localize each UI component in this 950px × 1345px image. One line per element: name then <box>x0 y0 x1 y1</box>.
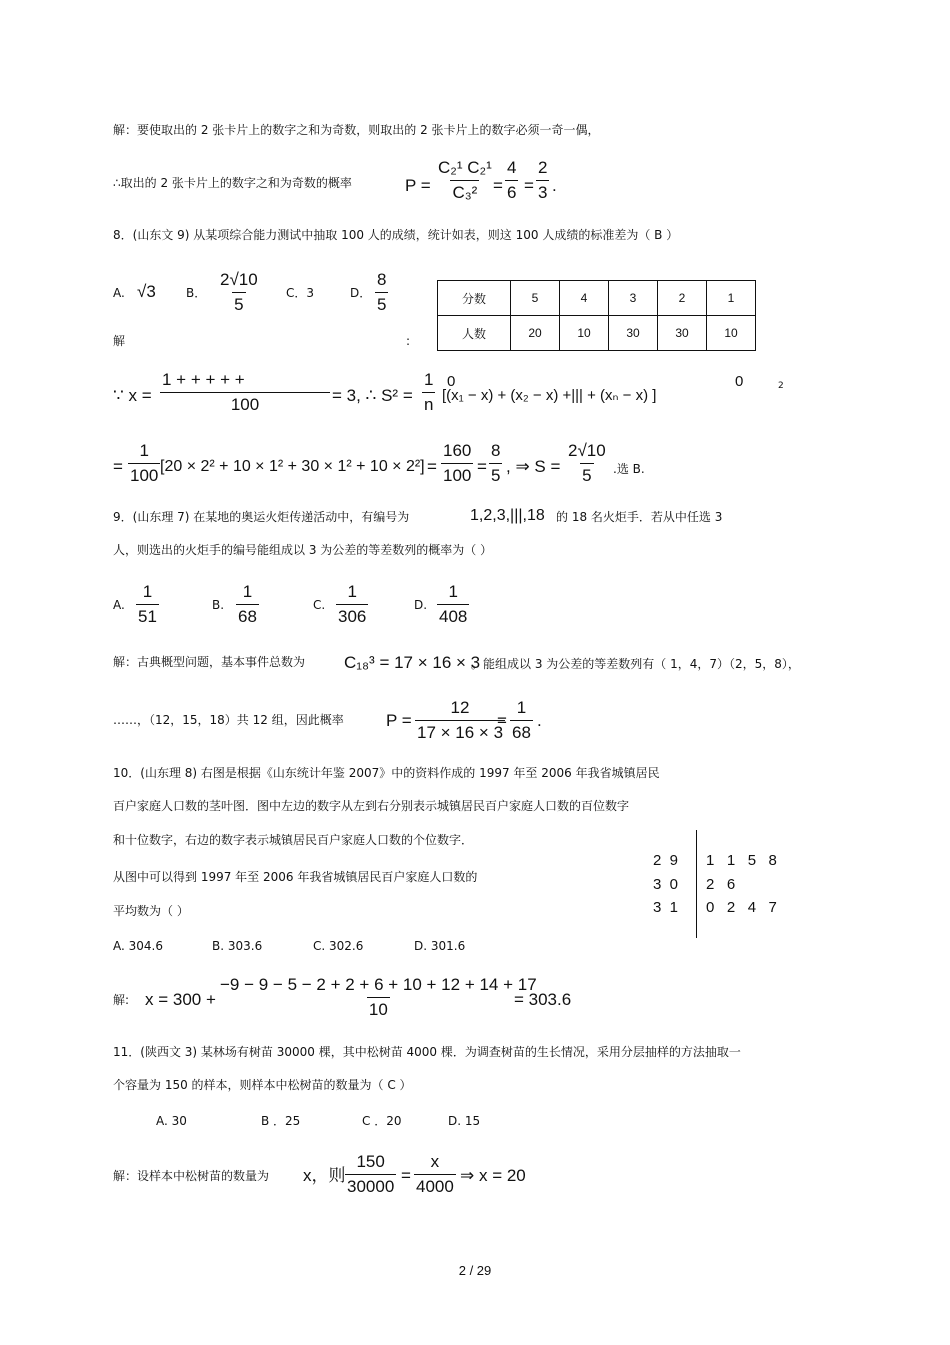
q11-solution-res: ⇒ x = 20 <box>460 1166 526 1185</box>
q10-line3: 和十位数字，右边的数字表示城镇居民百户家庭人口数的个位数字． <box>113 833 474 847</box>
stem-leaf-leaves: 1 1 5 8 <box>706 852 777 869</box>
q8-solution-label: 解 <box>113 334 126 348</box>
q9-solution-res <box>510 698 533 743</box>
q9-period: . <box>537 711 542 730</box>
q8-eq1-coef-den: n <box>422 392 435 415</box>
q11-line2: 个容量为 150 的样本，则样本中松树苗的数量为（ C ） <box>113 1078 412 1092</box>
q9-option-d-frac <box>437 582 469 627</box>
q9-d-den: 408 <box>437 604 469 627</box>
q8-eq2-coef-den: 100 <box>128 463 160 486</box>
q9-option-b-label: B. <box>212 598 225 612</box>
q7-mid-num: 4 <box>507 158 517 177</box>
table-row <box>438 281 756 316</box>
table-cell: 4 <box>560 281 609 316</box>
q10-option-b: B. 303.6 <box>212 939 263 953</box>
table-cell: 1 <box>707 281 756 316</box>
q9-option-c-frac <box>336 582 368 627</box>
table-cell: 10 <box>560 316 609 351</box>
q8-optb-num: 2√10 <box>220 270 258 289</box>
q7-eq-sign: = <box>493 176 503 195</box>
score-table <box>437 280 756 351</box>
q7-res-num: 2 <box>538 158 548 177</box>
q9-sol-num: 12 <box>450 698 470 717</box>
q8-eq2-coef-num: 1 <box>139 441 149 460</box>
q10-solution-label: 解: <box>113 993 130 1007</box>
q8-eq2-body: [20 × 2² + 10 × 1² + 30 × 1² + 10 × 2²] <box>160 458 425 475</box>
q10-line4: 从图中可以得到 1997 年至 2006 年我省城镇居民百户家庭人口数的 <box>113 870 478 884</box>
q8-option-c: C．3 <box>286 286 315 300</box>
table-row <box>438 316 756 351</box>
q9-b-den: 68 <box>236 604 259 627</box>
q8-eq1-den: 100 <box>160 392 330 415</box>
table-cell: 5 <box>511 281 560 316</box>
q10-solution-frac <box>218 975 539 1020</box>
q8-eq1-coef-num: 1 <box>424 370 434 389</box>
q10-option-c: C. 302.6 <box>313 939 364 953</box>
q8-eq1-mid: = 3, ∴ S² = <box>332 386 413 405</box>
q9-option-c-label: C. <box>313 598 326 612</box>
q9-solution-formula: C₁₈³ = 17 × 16 × 3 <box>344 653 481 672</box>
q9-solution-c: ……，（12，15，18）共 12 组，因此概率 <box>113 713 344 727</box>
q9-stem-a: 9．(山东理 7) 在某地的奥运火炬传递活动中，有编号为 <box>113 510 410 524</box>
q7-formula-lhs: P = <box>405 176 431 195</box>
q8-eq1-zero1: 0 <box>447 373 456 390</box>
q8-eq1-frac <box>160 370 330 415</box>
q7-frac-den: C₃² <box>450 180 479 203</box>
q8-option-b-frac <box>218 270 260 315</box>
q9-solution-a: 解：古典概型问题，基本事件总数为 <box>113 655 306 669</box>
q8-stem: 8．(山东文 9) 从某项综合能力测试中抽取 100 人的成绩，统计如表，则这 100 人成绩的标准差为（ B ） <box>113 228 679 242</box>
q9-res-den: 68 <box>510 720 533 743</box>
q7-eq-sign2: = <box>524 176 534 195</box>
q9-solution-eq: = <box>497 711 507 730</box>
q9-option-a-frac <box>136 582 159 627</box>
q8-option-a-value: √3 <box>137 282 156 301</box>
q9-stem-b: 的 18 名火炬手．若从中任选 3 <box>556 510 723 524</box>
q8-eq2-eq2: = <box>427 457 437 476</box>
q8-eq2-f2-den: 5 <box>489 463 502 486</box>
q8-eq2-eq3: = <box>477 457 487 476</box>
q9-d-num: 1 <box>448 582 458 601</box>
q8-eq1-coef <box>422 370 435 415</box>
q9-solution-p: P = <box>386 711 412 730</box>
q7-solution-line: 解：要使取出的 2 张卡片上的数字之和为奇数，则取出的 2 张卡片上的数字必须一奇一偶， <box>113 123 600 137</box>
q11-frac1-den: 30000 <box>345 1174 396 1197</box>
q10-sol-num: −9 − 9 − 5 − 2 + 2 + 6 + 10 + 12 + 14 + 17 <box>220 975 537 994</box>
q8-eq1-zero2: 0 <box>735 373 744 390</box>
q8-option-b-label: B． <box>186 286 207 300</box>
q8-eq2-coef <box>128 441 160 486</box>
q9-stem-seq: 1,2,3,|||,18 <box>470 507 545 524</box>
q11-solution-a: 解：设样本中松树苗的数量为 <box>113 1169 270 1183</box>
q8-eq2-f3-num: 2√10 <box>568 441 606 460</box>
q9-c-num: 1 <box>347 582 357 601</box>
q11-solution-x: x，则 <box>303 1166 346 1185</box>
q11-option-c: C ．20 <box>362 1114 402 1128</box>
table-cell: 人数 <box>438 316 511 351</box>
q11-line1: 11．(陕西文 3) 某林场有树苗 30000 棵，其中松树苗 4000 棵．为调查树苗的生长情况，采用分层抽样的方法抽取一 <box>113 1045 741 1059</box>
q8-eq1-exp: 2 <box>778 381 784 391</box>
q8-option-a-label: A. <box>113 286 125 300</box>
q11-option-d: D. 15 <box>448 1114 481 1128</box>
q10-option-a: A. 304.6 <box>113 939 163 953</box>
q9-res-num: 1 <box>516 698 527 717</box>
q8-eq1-rhs: [(x₁ − x) + (x₂ − x) +||| + (xₙ − x) ] <box>442 387 657 404</box>
q8-eq2-f3-den: 5 <box>580 463 593 486</box>
q7-res-den: 3 <box>536 180 549 203</box>
q8-eq2-f2-num: 8 <box>491 441 501 460</box>
q9-option-b-frac <box>236 582 259 627</box>
q11-option-a: A. 30 <box>156 1114 187 1128</box>
q9-solution-frac <box>415 698 505 743</box>
q7-formula-frac <box>436 158 494 203</box>
q8-eq2-tail: .选 B. <box>613 462 645 476</box>
table-cell: 10 <box>707 316 756 351</box>
q7-mid-den: 6 <box>505 180 518 203</box>
q8-optd-den: 5 <box>375 292 388 315</box>
q8-option-d-frac <box>375 270 388 315</box>
q8-eq2-f1 <box>441 441 473 486</box>
q9-a-den: 51 <box>136 604 159 627</box>
q8-eq2-eq: = <box>113 457 123 476</box>
q9-stem-c: 人，则选出的火炬手的编号能组成以 3 为公差的等差数列的概率为（ ） <box>113 543 493 557</box>
q7-frac-num: C₂¹ C₂¹ <box>438 158 492 177</box>
q9-sol-den: 17 × 16 × 3 <box>415 720 505 743</box>
q8-colon: : <box>406 334 411 348</box>
q8-eq2-f1-num: 160 <box>443 441 472 460</box>
stem-leaf-stem: 2 9 <box>653 852 679 869</box>
q9-solution-b: 。能组成以 3 为公差的等差数列有（ 1，4，7）（2，5，8）， <box>471 657 800 671</box>
q8-option-d-label: D． <box>350 286 372 300</box>
q8-eq2-arrow: , ⇒ S = <box>506 457 561 476</box>
q10-solution-lhs: x = 300 + <box>145 990 216 1009</box>
q11-option-b: B ．25 <box>261 1114 301 1128</box>
q11-solution-frac2 <box>414 1152 456 1197</box>
q11-solution-frac1 <box>345 1152 396 1197</box>
q7-frac-res <box>536 158 549 203</box>
table-cell: 分数 <box>438 281 511 316</box>
q10-solution-res: = 303.6 <box>514 990 572 1009</box>
q8-optd-num: 8 <box>377 270 387 289</box>
q7-frac-mid <box>505 158 518 203</box>
stem-leaf-stem: 3 0 <box>653 876 679 893</box>
table-cell: 30 <box>609 316 658 351</box>
q8-eq2-f2 <box>489 441 502 486</box>
q10-sol-den: 10 <box>367 997 390 1020</box>
q11-frac2-num: x <box>430 1152 440 1171</box>
q11-solution-eq: = <box>401 1166 411 1185</box>
table-cell: 2 <box>658 281 707 316</box>
q9-option-d-label: D. <box>414 598 428 612</box>
q8-eq1-num: 1 + + + + + <box>162 370 245 389</box>
page-number: 2 / 29 <box>458 1263 492 1278</box>
q10-line5: 平均数为（ ） <box>113 904 189 918</box>
q7-period: . <box>552 176 557 195</box>
table-cell: 20 <box>511 316 560 351</box>
q11-frac2-den: 4000 <box>414 1174 456 1197</box>
table-cell: 30 <box>658 316 707 351</box>
q8-optb-den: 5 <box>232 292 245 315</box>
q10-line1: 10．(山东理 8) 右图是根据《山东统计年鉴 2007》中的资料作成的 1997 年至 2006 年我省城镇居民 <box>113 766 660 780</box>
q9-b-num: 1 <box>242 582 253 601</box>
q9-c-den: 306 <box>336 604 368 627</box>
q8-eq2-f1-den: 100 <box>441 463 473 486</box>
q10-line2: 百户家庭人口数的茎叶图．图中左边的数字从左到右分别表示城镇居民百户家庭人口数的百位数字 <box>113 799 630 813</box>
q10-option-d: D. 301.6 <box>414 939 466 953</box>
stem-leaf-leaves: 2 6 <box>706 876 736 893</box>
q9-a-num: 1 <box>142 582 153 601</box>
q8-eq1-lhs: ∵ x = <box>113 386 152 405</box>
q11-frac1-num: 150 <box>356 1152 385 1171</box>
table-cell: 3 <box>609 281 658 316</box>
q7-solution-line2: ∴取出的 2 张卡片上的数字之和为奇数的概率 <box>113 176 352 190</box>
q8-eq2-f3 <box>566 441 608 486</box>
stem-leaf-divider <box>696 830 697 938</box>
stem-leaf-leaves: 0 2 4 7 <box>706 899 777 916</box>
q9-option-a-label: A. <box>113 598 125 612</box>
stem-leaf-stem: 3 1 <box>653 899 679 916</box>
